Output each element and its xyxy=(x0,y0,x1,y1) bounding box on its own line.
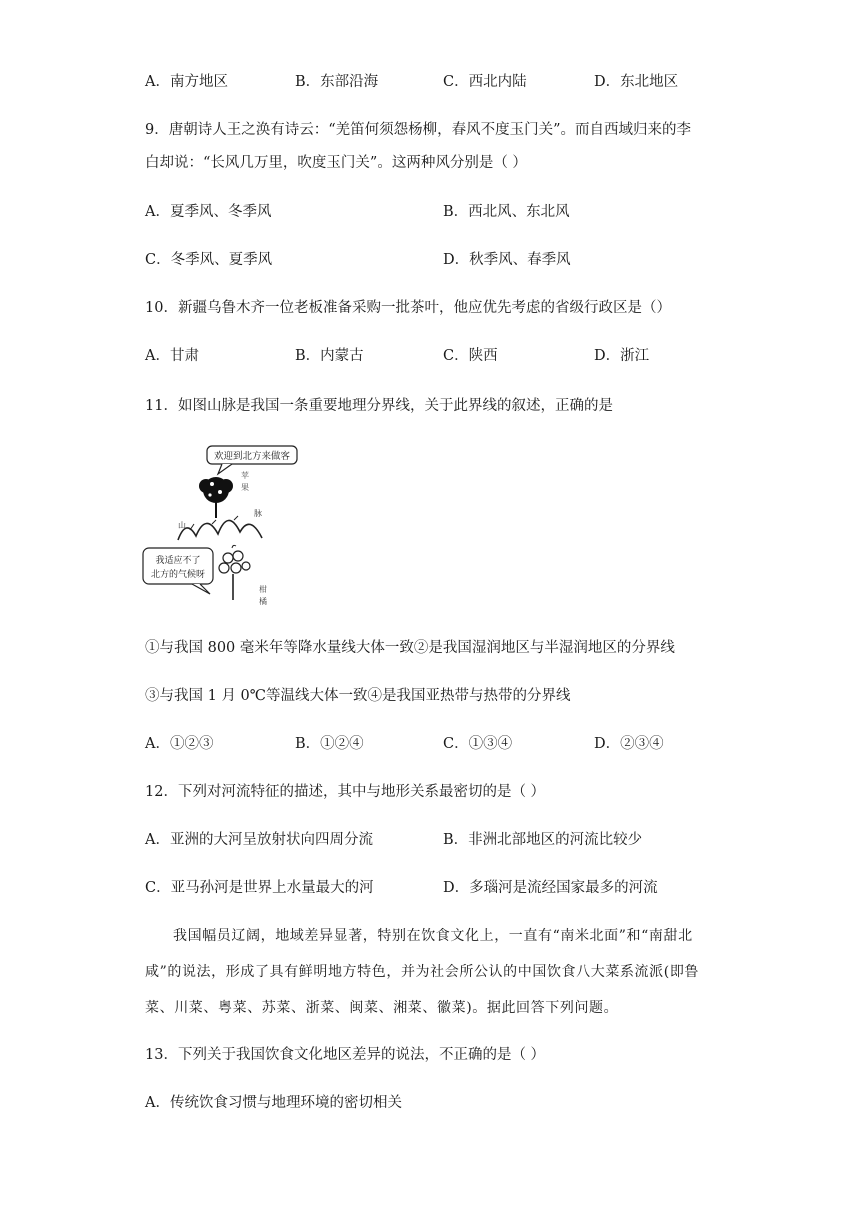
mountain-ridge-icon xyxy=(178,516,262,540)
q10-option-b: B．内蒙古 xyxy=(295,348,364,364)
q11-option-b: B．①②④ xyxy=(295,736,364,752)
orange-label-1: 柑 xyxy=(259,585,267,594)
q10-stem: 10．新疆乌鲁木齐一位老板准备采购一批茶叶，他应优先考虑的省级行政区是（） xyxy=(145,300,671,316)
q12-option-c: C．亚马孙河是世界上水量最大的河 xyxy=(145,880,374,896)
q9-stem-line1: 9．唐朝诗人王之涣有诗云：“羌笛何须怨杨柳，春风不度玉门关”。而自西域归来的李 xyxy=(145,122,692,138)
q10-option-d: D．浙江 xyxy=(594,348,650,364)
q11-option-a: A．①②③ xyxy=(145,736,214,752)
apple-tree-icon xyxy=(199,477,233,518)
q11-stem: 11．如图山脉是我国一条重要地理分界线，关于此界线的叙述，正确的是 xyxy=(145,398,613,414)
bottom-speech-bubble xyxy=(143,548,213,594)
q8-option-a: A．南方地区 xyxy=(145,74,228,90)
q9-option-c: C．冬季风、夏季风 xyxy=(145,252,273,268)
q12-stem: 12．下列对河流特征的描述，其中与地形关系最密切的是（ ） xyxy=(145,784,546,800)
orange-tree-icon xyxy=(219,545,250,600)
top-bubble-text: 欢迎到北方来做客 xyxy=(213,451,291,462)
q8-option-d: D．东北地区 xyxy=(594,74,679,90)
q10-option-c: C．陕西 xyxy=(443,348,498,364)
orange-label-2: 橘 xyxy=(259,597,267,606)
apple-label-2: 果 xyxy=(241,483,249,492)
q13-stem: 13．下列关于我国饮食文化地区差异的说法，不正确的是（ ） xyxy=(145,1047,546,1063)
mountain-illustration xyxy=(140,440,305,610)
q11-option-d: D．②③④ xyxy=(594,736,664,752)
reading-passage: 我国幅员辽阔，地域差异显著，特别在饮食文化上，一直有“南米北面”和“南甜北咸”的说法，形成了具有鲜明地方特色，并为社会所公认的中国饮食八大菜系流派(即鲁菜、川菜、粤菜、苏菜、浙菜、闽菜、湘菜、徽菜)。据此回答下列问题。 xyxy=(145,928,700,1016)
q12-option-d: D．多瑙河是流经国家最多的河流 xyxy=(443,880,658,896)
q11-statement-2: ③与我国 1 月 0℃等温线大体一致④是我国亚热带与热带的分界线 xyxy=(145,688,571,704)
q8-option-c: C．西北内陆 xyxy=(443,74,527,90)
apple-label-1: 苹 xyxy=(241,471,249,480)
top-speech-bubble xyxy=(207,446,297,474)
q12-option-a: A．亚洲的大河呈放射状向四周分流 xyxy=(145,832,373,848)
q12-option-b: B．非洲北部地区的河流比较少 xyxy=(443,832,643,848)
q8-option-b: B．东部沿海 xyxy=(295,74,379,90)
bottom-bubble-text-2: 北方的气候呀 xyxy=(150,570,206,580)
q9-option-b: B．西北风、东北风 xyxy=(443,204,570,220)
q11-option-c: C．①③④ xyxy=(443,736,513,752)
q9-stem-line2: 白却说：“长风几万里，吹度玉门关”。这两种风分别是（ ） xyxy=(145,155,527,171)
q10-option-a: A．甘肃 xyxy=(145,348,199,364)
q9-option-a: A．夏季风、冬季风 xyxy=(145,204,272,220)
q9-option-d: D．秋季风、春季风 xyxy=(443,252,571,268)
q11-statement-1: ①与我国 800 毫米年等降水量线大体一致②是我国湿润地区与半湿润地区的分界线 xyxy=(145,640,675,656)
bottom-bubble-text-1: 我适应不了 xyxy=(155,556,201,566)
mountain-label-left: 山 xyxy=(178,521,186,530)
q13-option-a: A．传统饮食习惯与地理环境的密切相关 xyxy=(145,1095,402,1111)
mountain-label-right: 脉 xyxy=(254,509,262,518)
